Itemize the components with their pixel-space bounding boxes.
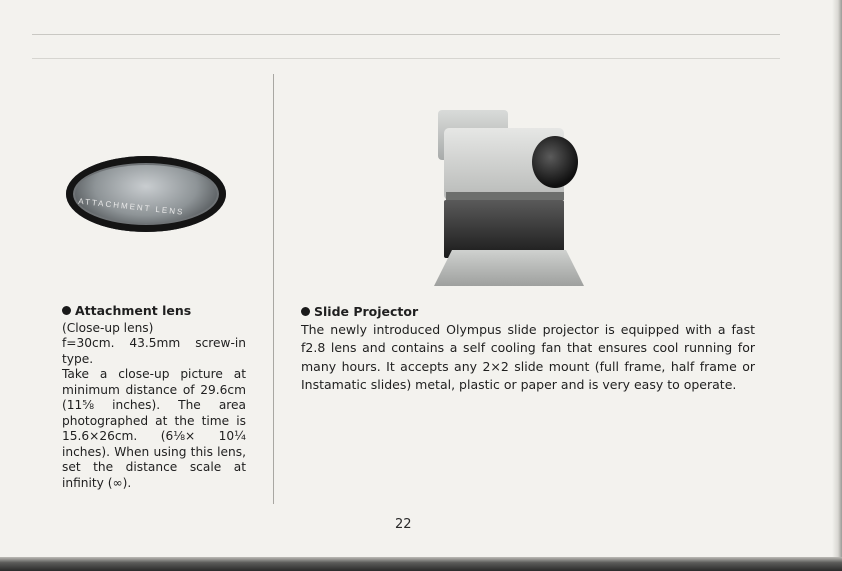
page-edge-shadow xyxy=(832,0,842,571)
page-number: 22 xyxy=(395,517,412,532)
top-rule-secondary xyxy=(32,58,780,59)
column-divider xyxy=(273,74,274,504)
scan-bottom-edge xyxy=(0,557,842,571)
projector-band xyxy=(446,192,564,200)
slide-projector-heading xyxy=(301,303,755,321)
attachment-lens-image xyxy=(66,156,226,232)
slide-projector-section xyxy=(301,303,755,394)
bullet-icon xyxy=(301,307,310,316)
slide-projector-description: The newly introduced Olympus slide projector is equipped with a fast f2.8 lens and contains a self cooling fan that ensures cool running for many hours. It accepts any 2×2 slide mount (full frame, half frame or Instamatic slides) metal, plastic or paper and is very easy to operate. xyxy=(301,322,755,392)
projector-base xyxy=(434,250,584,286)
slide-projector-heading-text: Slide Projector xyxy=(314,304,419,319)
attachment-lens-section xyxy=(62,303,246,491)
attachment-lens-heading-text: Attachment lens xyxy=(75,303,192,318)
projector-lower-housing xyxy=(444,200,564,258)
slide-projector-image xyxy=(424,100,584,290)
projector-lens xyxy=(532,136,578,188)
attachment-lens-heading xyxy=(62,303,246,319)
lens-ring-text: ATTACHMENT LENS xyxy=(77,196,185,217)
attachment-lens-description: (Close-up lens) f=30cm. 43.5mm screw-in type. Take a close-up picture at minimum distance of 29.6cm (11⅝ inches). The area photographed at the time is 15.6×26cm. (6⅛× 10¼ inches). When using this lens, set the distance scale at infinity (∞). xyxy=(62,320,246,490)
bullet-icon xyxy=(62,306,71,315)
top-rule xyxy=(32,34,780,35)
